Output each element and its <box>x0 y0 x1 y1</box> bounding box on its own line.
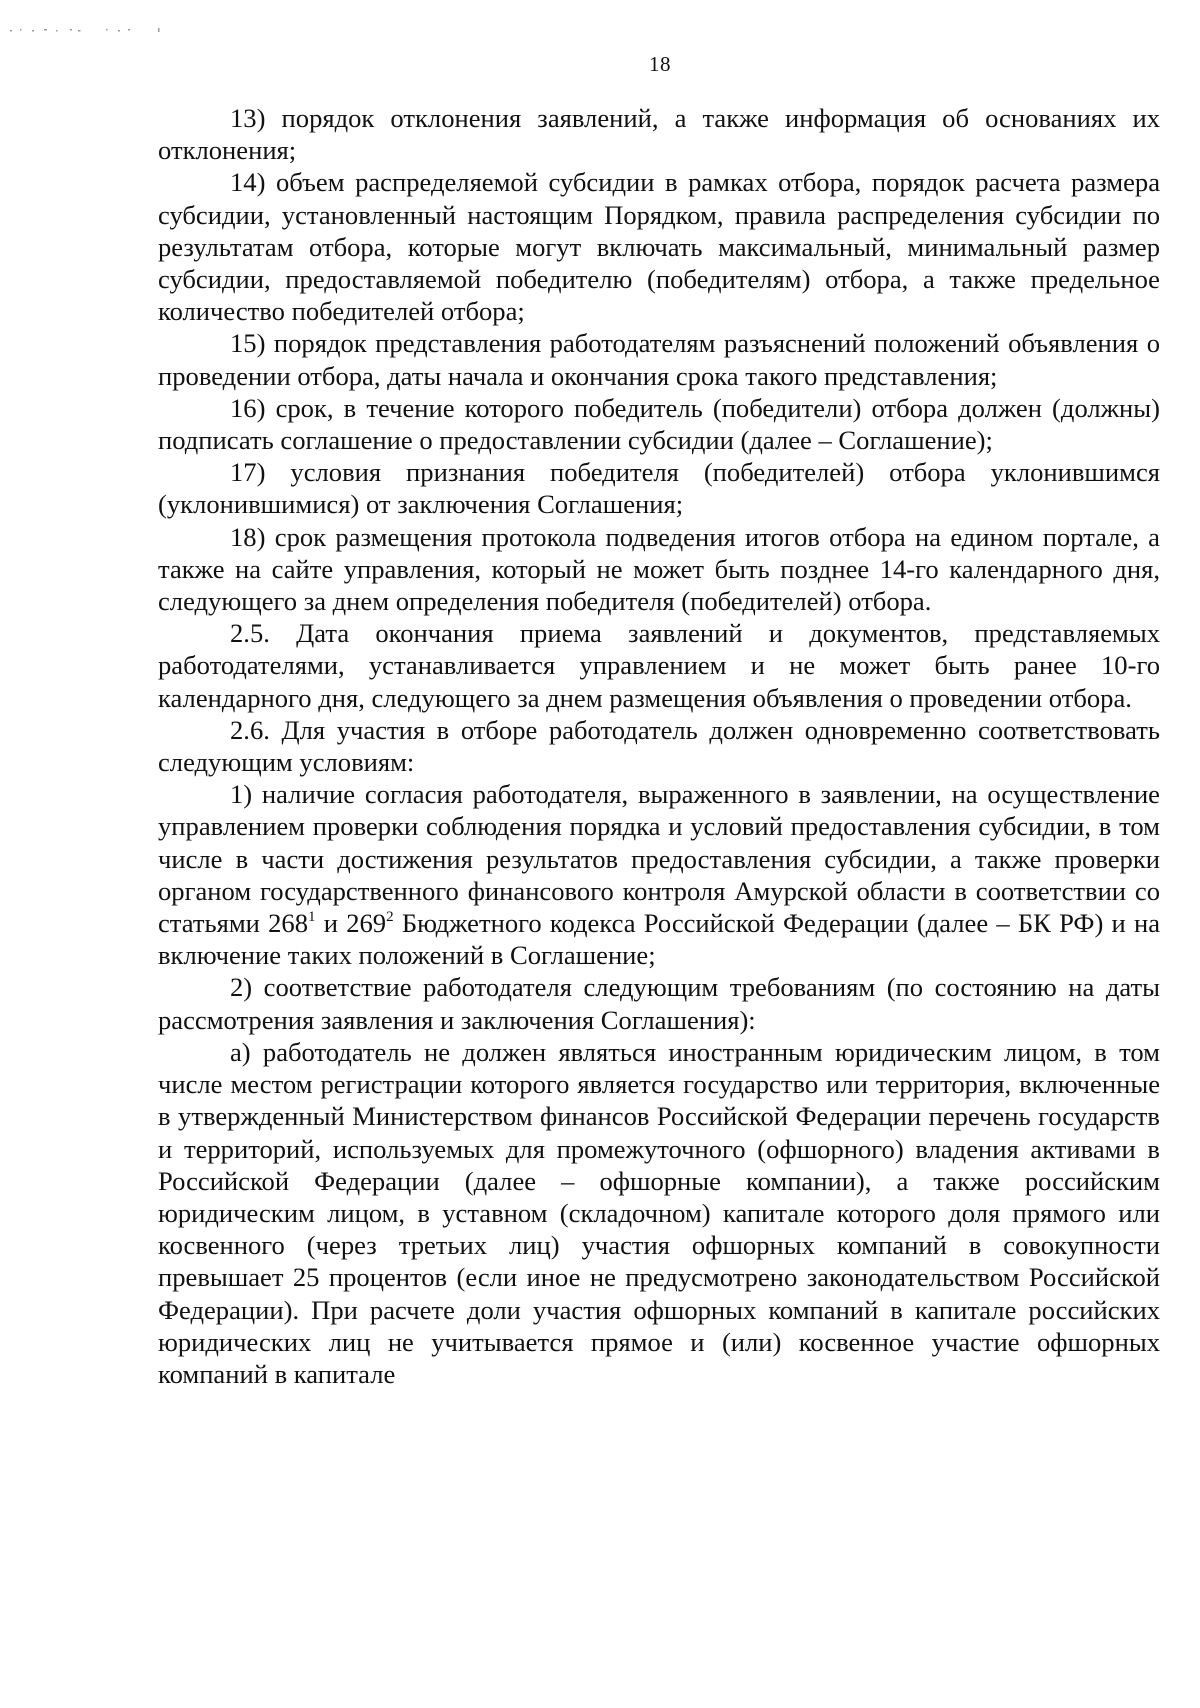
paragraph-item-14: 14) объем распределяемой субсидии в рамках отбора, порядок расчета размера субсидии, установленный настоящим Порядком, правила распределения субсидии по результатам отбора, которые могут включать максимальный, минимальный размер субсидии, предоставляемой победителю (победителям) отбора, а также предельное количество победителей отбора; <box>158 167 1160 327</box>
paragraph-condition-2: 2) соответствие работодателя следующим требованиям (по состоянию на даты рассмотрения заявления и заключения Соглашения): <box>158 972 1160 1035</box>
paragraph-item-15: 15) порядок представления работодателям разъяснений положений объявления о проведении отбора, даты начала и окончания срока такого представления; <box>158 328 1160 391</box>
paragraph-item-18: 18) срок размещения протокола подведения итогов отбора на едином портале, а также на сайте управления, который не может быть позднее 14-го календарного дня, следующего за днем определения победителя (победителей) отбора. <box>158 521 1160 617</box>
scan-noise-marks <box>8 24 168 36</box>
paragraph-section-2-5: 2.5. Дата окончания приема заявлений и документов, представляемых работодателями, устанавливается управлением и не может быть ранее 10-го календарного дня, следующего за днем размещения объявления о проведении отбора. <box>158 618 1160 713</box>
paragraph-condition-1-text-b: и 269 <box>315 908 387 939</box>
paragraph-section-2-6: 2.6. Для участия в отборе работодатель должен одновременно соответствовать следующим условиям: <box>158 714 1160 778</box>
document-body <box>158 102 1160 1390</box>
paragraph-item-17: 17) условия признания победителя (победителей) отбора уклонившимся (уклонившимися) от заключения Соглашения; <box>158 457 1160 520</box>
paragraph-condition-1-text-a: 1) наличие согласия работодателя, выраженного в заявлении, на осуществление управлением проверки соблюдения порядка и условий предоставления субсидии, в том числе в части достижения результатов предоставления субсидии, а также проверки органом государственного финансового контроля Амурской области в соответствии со статьями 268 <box>158 779 1160 939</box>
superscript-1: 1 <box>308 909 316 926</box>
paragraph-item-13: 13) порядок отклонения заявлений, а также информация об основаниях их отклонения; <box>158 103 1160 166</box>
superscript-2: 2 <box>386 909 394 926</box>
paragraph-item-16: 16) срок, в течение которого победитель (победители) отбора должен (должны) подписать соглашение о предоставлении субсидии (далее – Соглашение); <box>158 392 1160 456</box>
paragraph-condition-1 <box>158 778 1160 971</box>
page-number: 18 <box>649 52 671 76</box>
paragraph-requirement-a: а) работодатель не должен являться иностранным юридическим лицом, в том числе местом регистрации которого является государство или территория, включенные в утвержденный Министерством финансов Российской Федерации перечень государств и территорий, используемых для промежуточного (офшорного) владения активами в Российской Федерации (далее – офшорные компании), а также российским юридическим лицом, в уставном (складочном) капитале которого доля прямого или косвенного (через третьих лиц) участия офшорных компаний в совокупности превышает 25 процентов (если иное не предусмотрено законодательством Российской Федерации). При расчете доли участия офшорных компаний в капитале российских юридических лиц не учитывается прямое и (или) косвенное участие офшорных компаний в капитале <box>158 1036 1160 1389</box>
paragraph-condition-1-text-c: Бюджетного кодекса Российской Федерации (далее – БК РФ) и на включение таких положений в Соглашение; <box>158 908 1161 971</box>
